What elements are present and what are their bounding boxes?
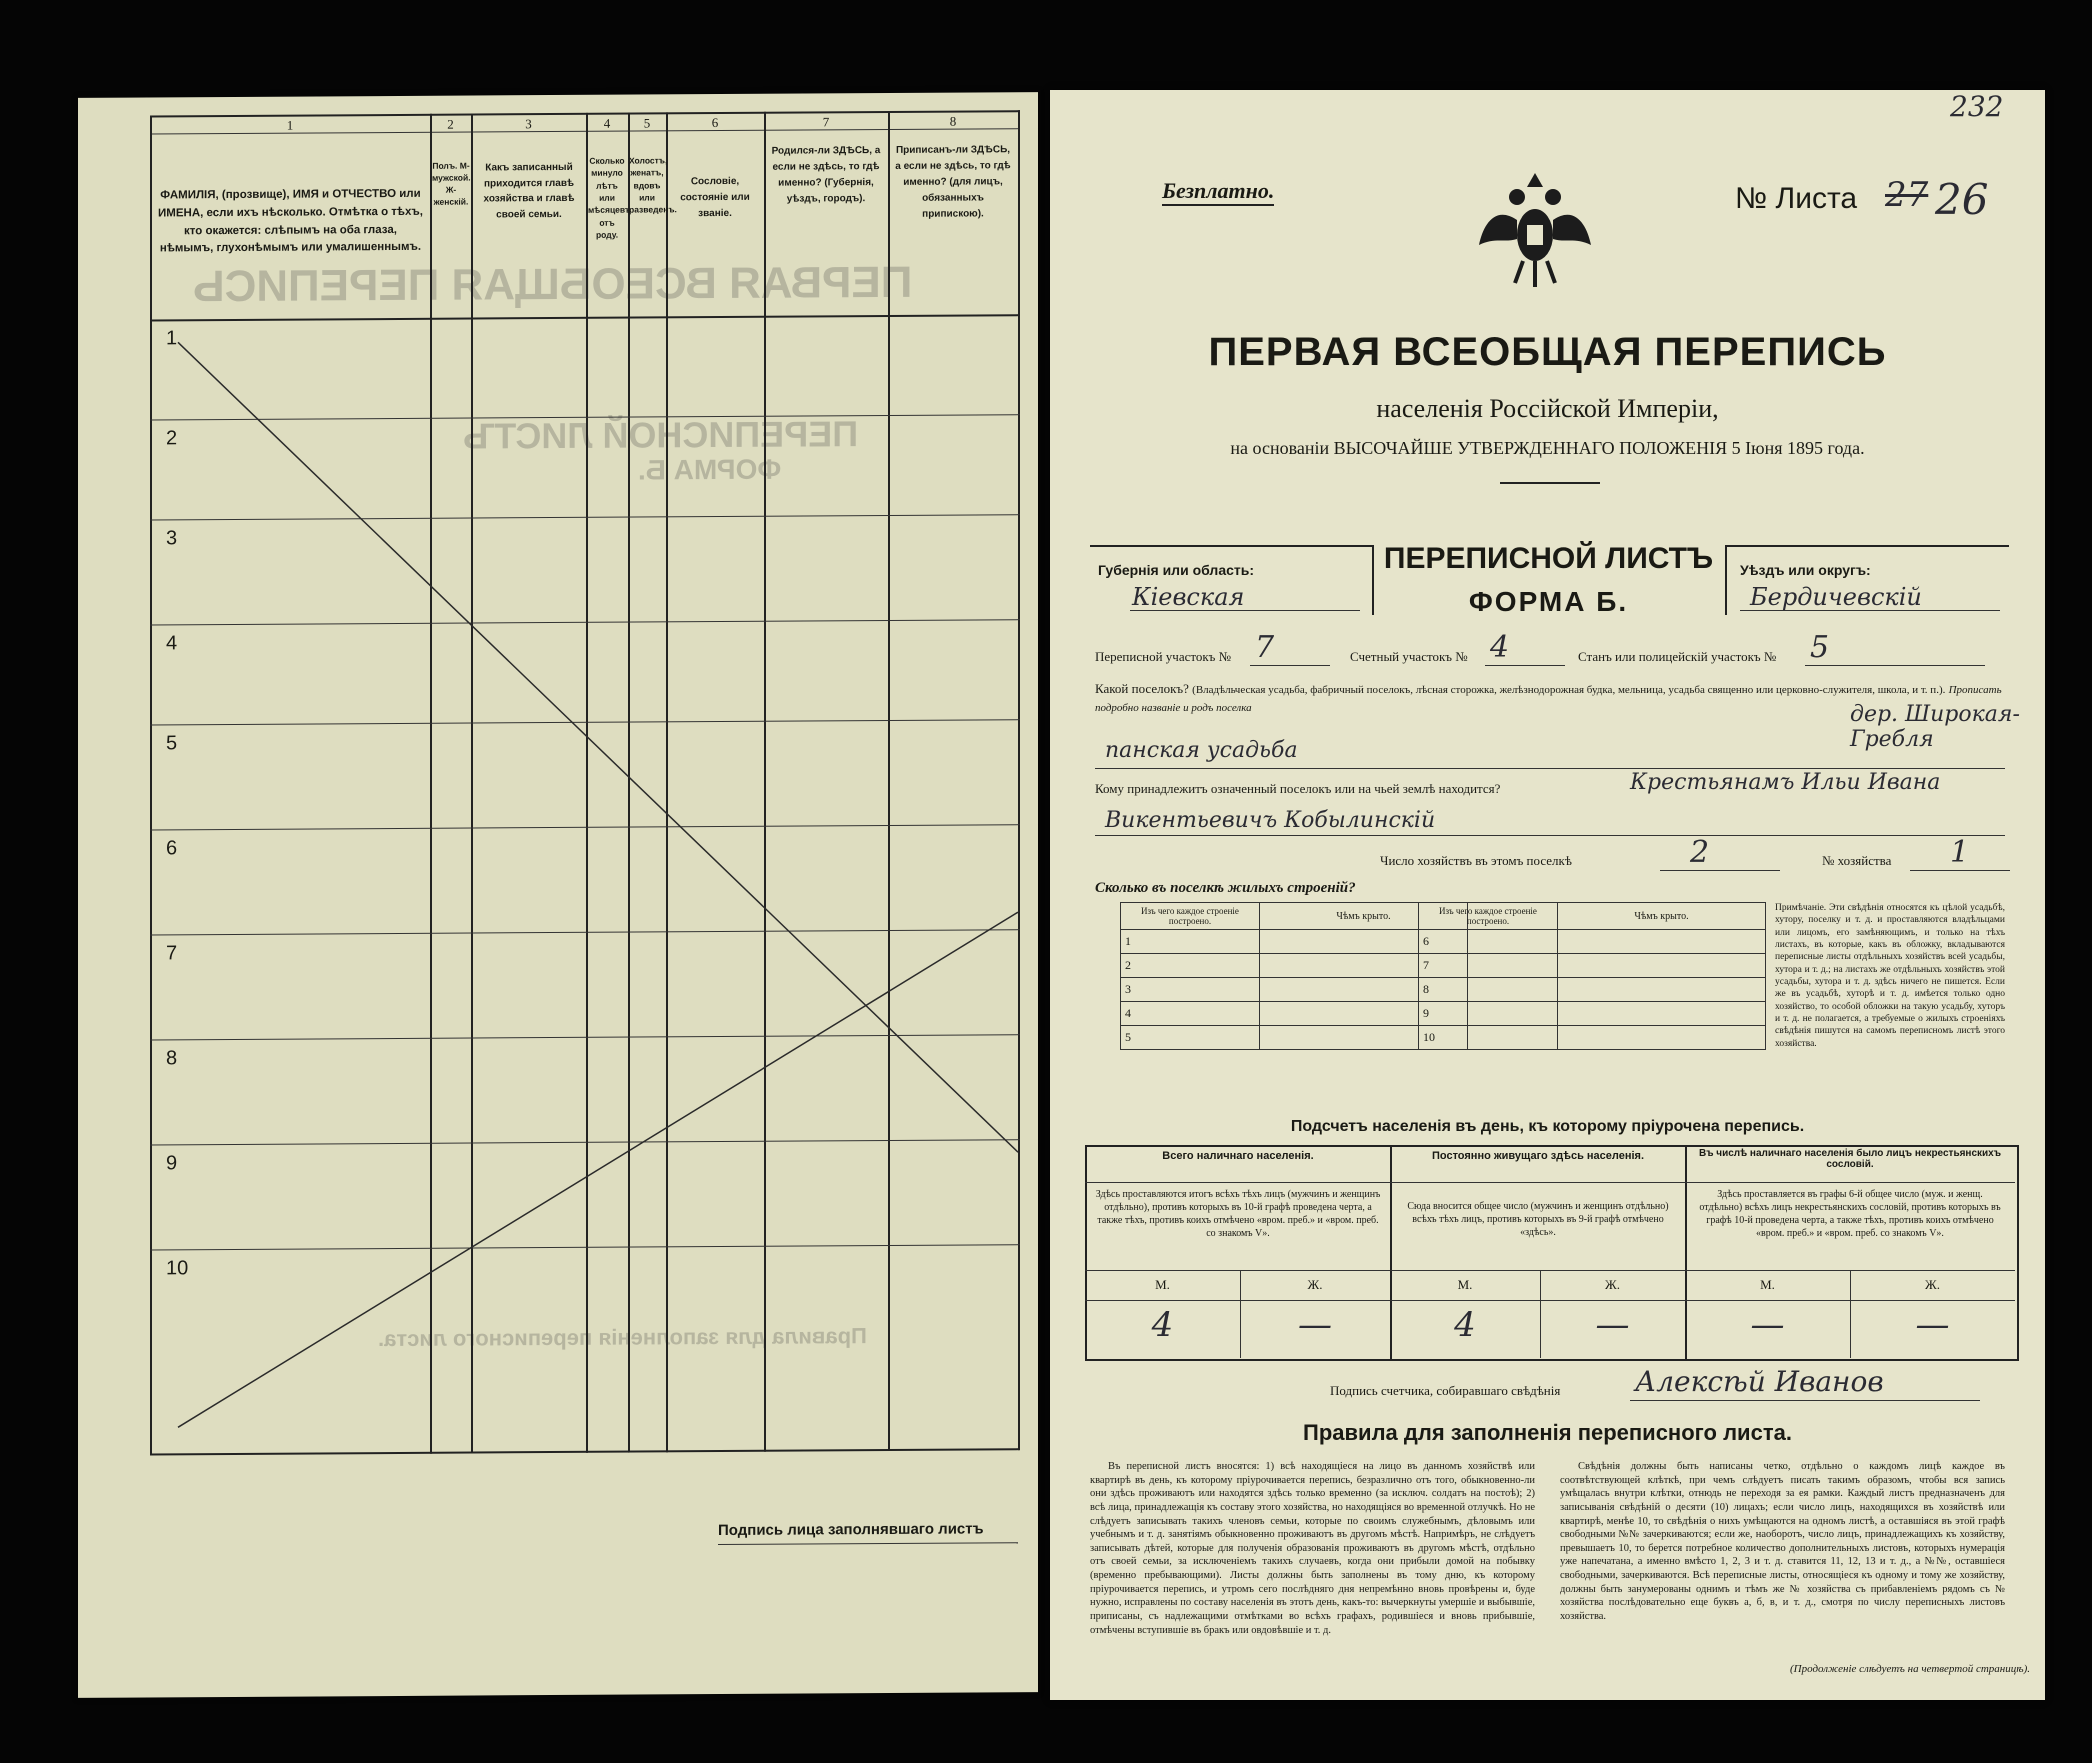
count-zh-1: Ж. bbox=[1307, 1277, 1323, 1292]
enumerator-signature: Алексѣй Иванов bbox=[1635, 1365, 1884, 1398]
household-no-label: № хозяйства bbox=[1822, 853, 1892, 868]
count-desc-total: Здѣсь проставляются итогъ всѣхъ тѣхъ лицъ (мужчинъ и женщинъ отдѣльно), противъ которыхъ въ 10-й графѣ проведена черта, а также тѣхъ, противъ коихъ отмѣчено «вром. преб.» и «вром. преб. со знакомъ V». bbox=[1095, 1189, 1381, 1239]
count-value-total-zh: — bbox=[1298, 1305, 1332, 1345]
buildings-row-7: 7 bbox=[1419, 954, 1558, 978]
count-m-2: М. bbox=[1457, 1277, 1473, 1292]
owner-value-2: Викентьевичъ Кобылинскій bbox=[1105, 808, 1436, 833]
strike-through-lines bbox=[78, 92, 1038, 1698]
count-value-nonpeasant-m: — bbox=[1750, 1305, 1785, 1345]
col-number-2: 2 bbox=[447, 116, 454, 132]
rules-continued: (Продолженіе слѣдуетъ на четвертой страницѣ). bbox=[1790, 1663, 2030, 1675]
count-header-total: Всего наличнаго населенія. bbox=[1162, 1150, 1314, 1162]
row-number-6: 6 bbox=[166, 837, 178, 860]
col-header-name: ФАМИЛІЯ, (прозвище), ИМЯ и ОТЧЕСТВО или ИМЕНА, если ихъ нѣсколько. Отмѣтка о тѣхъ, кто окажется: слѣпымъ на оба глаза, нѣмымъ, глухонѣмымъ или умалишеннымъ. bbox=[158, 187, 423, 255]
households-label: Число хозяйствъ въ этомъ поселкѣ bbox=[1380, 853, 1572, 868]
count-value-permanent-zh: — bbox=[1595, 1305, 1630, 1345]
owner-value: Крестьянамъ Ильи Ивана bbox=[1630, 770, 1941, 795]
free-label: Безплатно. bbox=[1162, 178, 1274, 206]
col-header-relation: Какъ записанный приходится главѣ хозяйства и главѣ своей семьи. bbox=[483, 161, 575, 220]
buildings-row-9: 9 bbox=[1419, 1002, 1558, 1026]
form-title: ПЕРЕПИСНОЙ ЛИСТЪ bbox=[1383, 542, 1714, 575]
col-number-8: 8 bbox=[949, 113, 957, 129]
count-zh-3: Ж. bbox=[1925, 1277, 1940, 1292]
row-number-7: 7 bbox=[166, 942, 178, 965]
buildings-row-4: 4 bbox=[1121, 1002, 1260, 1026]
settlement-hint: (Владѣльческая усадьба, фабричный поселокъ, лѣсная сторожка, желѣзнодорожная будка, мельница, усадьба священно или церковно-служителя, школа, и т. п.). bbox=[1192, 684, 1946, 696]
count-desc-permanent: Сюда вносится общее число (мужчинъ и женщинъ отдѣльно) всѣхъ тѣхъ лицъ, противъ которыхъ въ 9-й графѣ отмѣчено «здѣсь». bbox=[1407, 1201, 1669, 1238]
stan-value: 5 bbox=[1810, 630, 1830, 665]
col-number-4: 4 bbox=[603, 115, 611, 131]
count-district-value: 4 bbox=[1490, 630, 1510, 665]
buildings-table-right bbox=[1418, 902, 1766, 1050]
census-district-label: Переписной участокъ № bbox=[1095, 649, 1232, 664]
count-district-label: Счетный участокъ № bbox=[1350, 649, 1468, 664]
row-number-9: 9 bbox=[166, 1152, 178, 1175]
count-desc-nonpeasant: Здѣсь проставляется въ графы 6-й общее число (муж. и женщ. отдѣльно) всѣхъ лицъ некрестьянскихъ сословій, противъ которыхъ въ графѣ 10-й проведена черта, а также тѣхъ, противъ коихъ отмѣчено «вром. преб.» и «вром. преб. со знакомъ V». bbox=[1699, 1189, 2001, 1239]
ghost-form-sub: ФОРМА Б. bbox=[638, 453, 782, 486]
buildings-col-built-2: Изъ чего каждое строеніе построено. bbox=[1419, 903, 1558, 930]
stan-label: Станъ или полицейскій участокъ № bbox=[1578, 649, 1777, 664]
col-header-registration: Приписанъ-ли ЗДѢСЬ, а если не здѣсь, то гдѣ именно? (для лицъ, обязанныхъ припискою). bbox=[895, 144, 1011, 220]
count-value-nonpeasant-zh: — bbox=[1915, 1305, 1950, 1345]
ghost-title: ПЕРВАЯ ВСЕОБЩАЯ ПЕРЕПИСЬ bbox=[193, 257, 913, 312]
buildings-col-roof: Чѣмъ крыто. bbox=[1260, 903, 1468, 930]
settlement-value: дер. Широкая-Гребля bbox=[1850, 702, 2020, 752]
buildings-col-built: Изъ чего каждое строеніе построено. bbox=[1121, 903, 1260, 930]
ghost-rules-title: Правила для заполненія переписного листа. bbox=[378, 1323, 867, 1352]
col-number-7: 7 bbox=[822, 114, 830, 130]
col-header-birthplace: Родился-ли ЗДѢСЬ, а если не здѣсь, то гдѣ именно? (Губернія, уѣздъ, городъ). bbox=[771, 145, 881, 205]
form-subtitle: ФОРМА Б. bbox=[1468, 586, 1629, 617]
rules-right-column: Свѣдѣнія должны быть написаны четко, отдѣльно о каждомъ лицѣ каждое въ соотвѣтствующей клѣткѣ, при чемъ слѣдуетъ писать такимъ образомъ, чтобы вся запись умѣщалась внутри клѣтки, отнюдь не переходя за ея рамки. Каждый листъ предназначенъ для записыванія свѣдѣній о десяти (10) лицахъ; если число лицъ, находящихся въ хозяйствѣ или квартирѣ, менѣе 10, то свѣдѣнія о нихъ умѣщаются на одномъ листѣ, а оставшіяся въ этой графѣ свободными №№ зачеркиваются; если же, наоборотъ, число лицъ, принадлежащихъ къ хозяйству, превышаетъ 10, то берется потребное количество дополнительныхъ листовъ, которыхъ нумерація уже напечатана, а именно вмѣсто 1, 2, 3 и т. д. ставится 11, 12, 13 и т. д., а №№, оставшіеся свободными, зачеркиваются. Всѣ переписные листы, относящіеся къ одному и тому же хозяйству, должны быть занумерованы однимъ и тѣмъ же № хозяйства съ прибавленіемъ рядомъ съ № хозяйства послѣдовательно еще буквъ а, б, в, и т. д., смотря по числу переписныхъ листовъ хозяйства. bbox=[1560, 1461, 2005, 1623]
row-number-3: 3 bbox=[166, 527, 178, 550]
row-number-2: 2 bbox=[166, 427, 178, 450]
col-header-estate: Сословіе, состояніе или званіе. bbox=[680, 175, 750, 220]
owner-question: Кому принадлежитъ означенный поселокъ или на чьей землѣ находится? bbox=[1095, 781, 1501, 796]
row-number-10: 10 bbox=[166, 1257, 189, 1280]
count-header-permanent: Постоянно живущаго здѣсь населенія. bbox=[1431, 1150, 1645, 1162]
count-title: Подсчетъ населенія въ день, къ которому пріурочена перепись. bbox=[1290, 1118, 1805, 1135]
col-number-5: 5 bbox=[643, 115, 651, 131]
sheet-value: 26 bbox=[1935, 175, 1989, 224]
signature-label: Подпись лица заполнявшаго листъ bbox=[718, 1520, 984, 1540]
col-number-1: 1 bbox=[286, 117, 294, 133]
buildings-row-3: 3 bbox=[1121, 978, 1260, 1002]
guberniya-label: Губернія или область: bbox=[1098, 562, 1255, 578]
count-header-nonpeasant: Въ числѣ наличнаго населенія было лицъ некрестьянскихъ сословій. bbox=[1698, 1148, 2002, 1170]
sheet-label: № Листа bbox=[1735, 182, 1858, 215]
households-value: 2 bbox=[1690, 835, 1710, 870]
row-number-5: 5 bbox=[166, 732, 178, 755]
count-value-permanent-m: 4 bbox=[1454, 1305, 1476, 1345]
buildings-col-roof-2: Чѣмъ крыто. bbox=[1558, 903, 1766, 930]
sheet-value-struck: 27 bbox=[1885, 175, 1929, 215]
enumerator-label: Подпись счетчика, собиравшаго свѣдѣнія bbox=[1330, 1383, 1561, 1398]
row-number-1: 1 bbox=[166, 327, 178, 350]
left-page bbox=[78, 92, 1038, 1698]
buildings-row-2: 2 bbox=[1121, 954, 1260, 978]
rules-left-column: Въ переписной листъ вносятся: 1) всѣ находящіеся на лицо въ данномъ хозяйствѣ или квартирѣ въ день, къ которому пріурочивается перепись, безразлично отъ того, обыкновенно-ли они здѣсь проживаютъ или находятся здѣсь только временно (за исключ. солдатъ на постоѣ); 2) всѣ лица, принадлежащія къ составу этого хозяйства, но находящіяся во временной отлучкѣ. Но не слѣдуетъ записывать такихъ членовъ семьи, которые по своимъ служебнымъ, дѣловымъ или учебнымъ и т. д. занятіямъ обыкновенно проживаютъ въ другомъ мѣстѣ. Напримѣръ, не слѣдуетъ записывать дѣтей, которые для полученія образованія проживаютъ въ другомъ мѣстѣ, отдѣльно отъ своей семьи, за исключеніемъ такихъ случаевъ, когда они прибыли домой на побывку (временно пребывающими). Листы должны быть заполнены въ тому дню, къ которому пріурочивается перепись, и утромъ сего послѣдняго дня непремѣнно вновь провѣрены и, буде нужно, исправлены по составу населенія въ этотъ день, какъ-то: вычеркнуты умершіе и выбывшіе, приписаны, съ надлежащими отмѣтками во всѣхъ графахъ, родившіеся и вновь прибывшіе, отмѣчены вступившіе въ бракъ или овдовѣвшіе и т. д. bbox=[1090, 1461, 1535, 1636]
col-number-3: 3 bbox=[525, 116, 532, 132]
row-number-4: 4 bbox=[166, 632, 178, 655]
sheet-number-handwritten: 232 bbox=[1950, 90, 2004, 123]
uezd-label: Уѣздъ или округъ: bbox=[1740, 562, 1871, 578]
rules-title: Правила для заполненія переписного листа. bbox=[1303, 1420, 1792, 1445]
household-no-value: 1 bbox=[1950, 835, 1970, 870]
settlement-hint-2: Прописать подробно названіе и родъ поселка bbox=[1095, 684, 2002, 714]
buildings-row-5: 5 bbox=[1121, 1026, 1260, 1050]
count-value-total-m: 4 bbox=[1151, 1305, 1174, 1345]
settlement-question: Какой поселокъ? bbox=[1095, 681, 1189, 696]
buildings-row-10: 10 bbox=[1419, 1026, 1558, 1050]
count-m-3: М. bbox=[1760, 1277, 1775, 1292]
double-headed-eagle-icon bbox=[1475, 165, 1595, 295]
count-m-1: М. bbox=[1155, 1277, 1170, 1292]
right-page bbox=[1050, 90, 2045, 1700]
col-header-marital: Холостъ, женатъ, вдовъ или разведенъ. bbox=[629, 155, 677, 215]
buildings-note: Примѣчаніе. Эти свѣдѣнія относятся къ цѣлой усадьбѣ, хутору, поселку и т. д. и проставляются владѣльцами или лицомъ, его замѣняющимъ, и только на тѣхъ листахъ, въ которые, какъ въ обложку, вкладываются переписные листы отдѣльныхъ хозяйствъ всей усадьбы, хутора и т. д.; на листахъ же отдѣльныхъ хозяйствъ этой усадьбы, хутора и т. д. здѣсь ничего не пишется. Если же въ усадьбѣ, хуторѣ и т. д. имѣется только одно хозяйство, то особой обложки на такую усадьбу, хуторъ и т. д. не полагается, а требуемые о жилыхъ строеніяхъ свѣдѣнія пишутся на самомъ переписномъ листѣ этого хозяйства. bbox=[1775, 903, 2005, 1049]
sub-title: населенія Россійской Имперіи, bbox=[1376, 394, 1719, 423]
ghost-form-title: ПЕРЕПИСНОЙ ЛИСТЪ bbox=[463, 413, 859, 457]
census-district-value: 7 bbox=[1255, 630, 1275, 665]
col-header-sex: Полъ. М-мужской. Ж-женскій. bbox=[432, 160, 471, 207]
buildings-row-8: 8 bbox=[1419, 978, 1558, 1002]
buildings-row-1: 1 bbox=[1121, 930, 1260, 954]
main-title: ПЕРВАЯ ВСЕОБЩАЯ ПЕРЕПИСЬ bbox=[1208, 330, 1887, 374]
buildings-table-left bbox=[1120, 902, 1468, 1050]
guberniya-value: Кіевская bbox=[1132, 583, 1245, 611]
row-number-8: 8 bbox=[166, 1047, 178, 1070]
col-header-age: Сколько минуло лѣтъ или мѣсяцевъ отъ роду. bbox=[588, 155, 632, 240]
count-zh-2: Ж. bbox=[1605, 1277, 1620, 1292]
settlement-value-2: панская усадьба bbox=[1105, 738, 1298, 763]
basis-line: на основаніи ВЫСОЧАЙШЕ УТВЕРЖДЕННАГО ПОЛОЖЕНІЯ 5 Іюня 1895 года. bbox=[1230, 438, 1865, 458]
col-number-6: 6 bbox=[711, 115, 719, 131]
buildings-question: Сколько въ поселкѣ жилыхъ строеній? bbox=[1095, 880, 1356, 896]
uezd-value: Бердичевскій bbox=[1750, 583, 1922, 611]
buildings-row-6: 6 bbox=[1419, 930, 1558, 954]
